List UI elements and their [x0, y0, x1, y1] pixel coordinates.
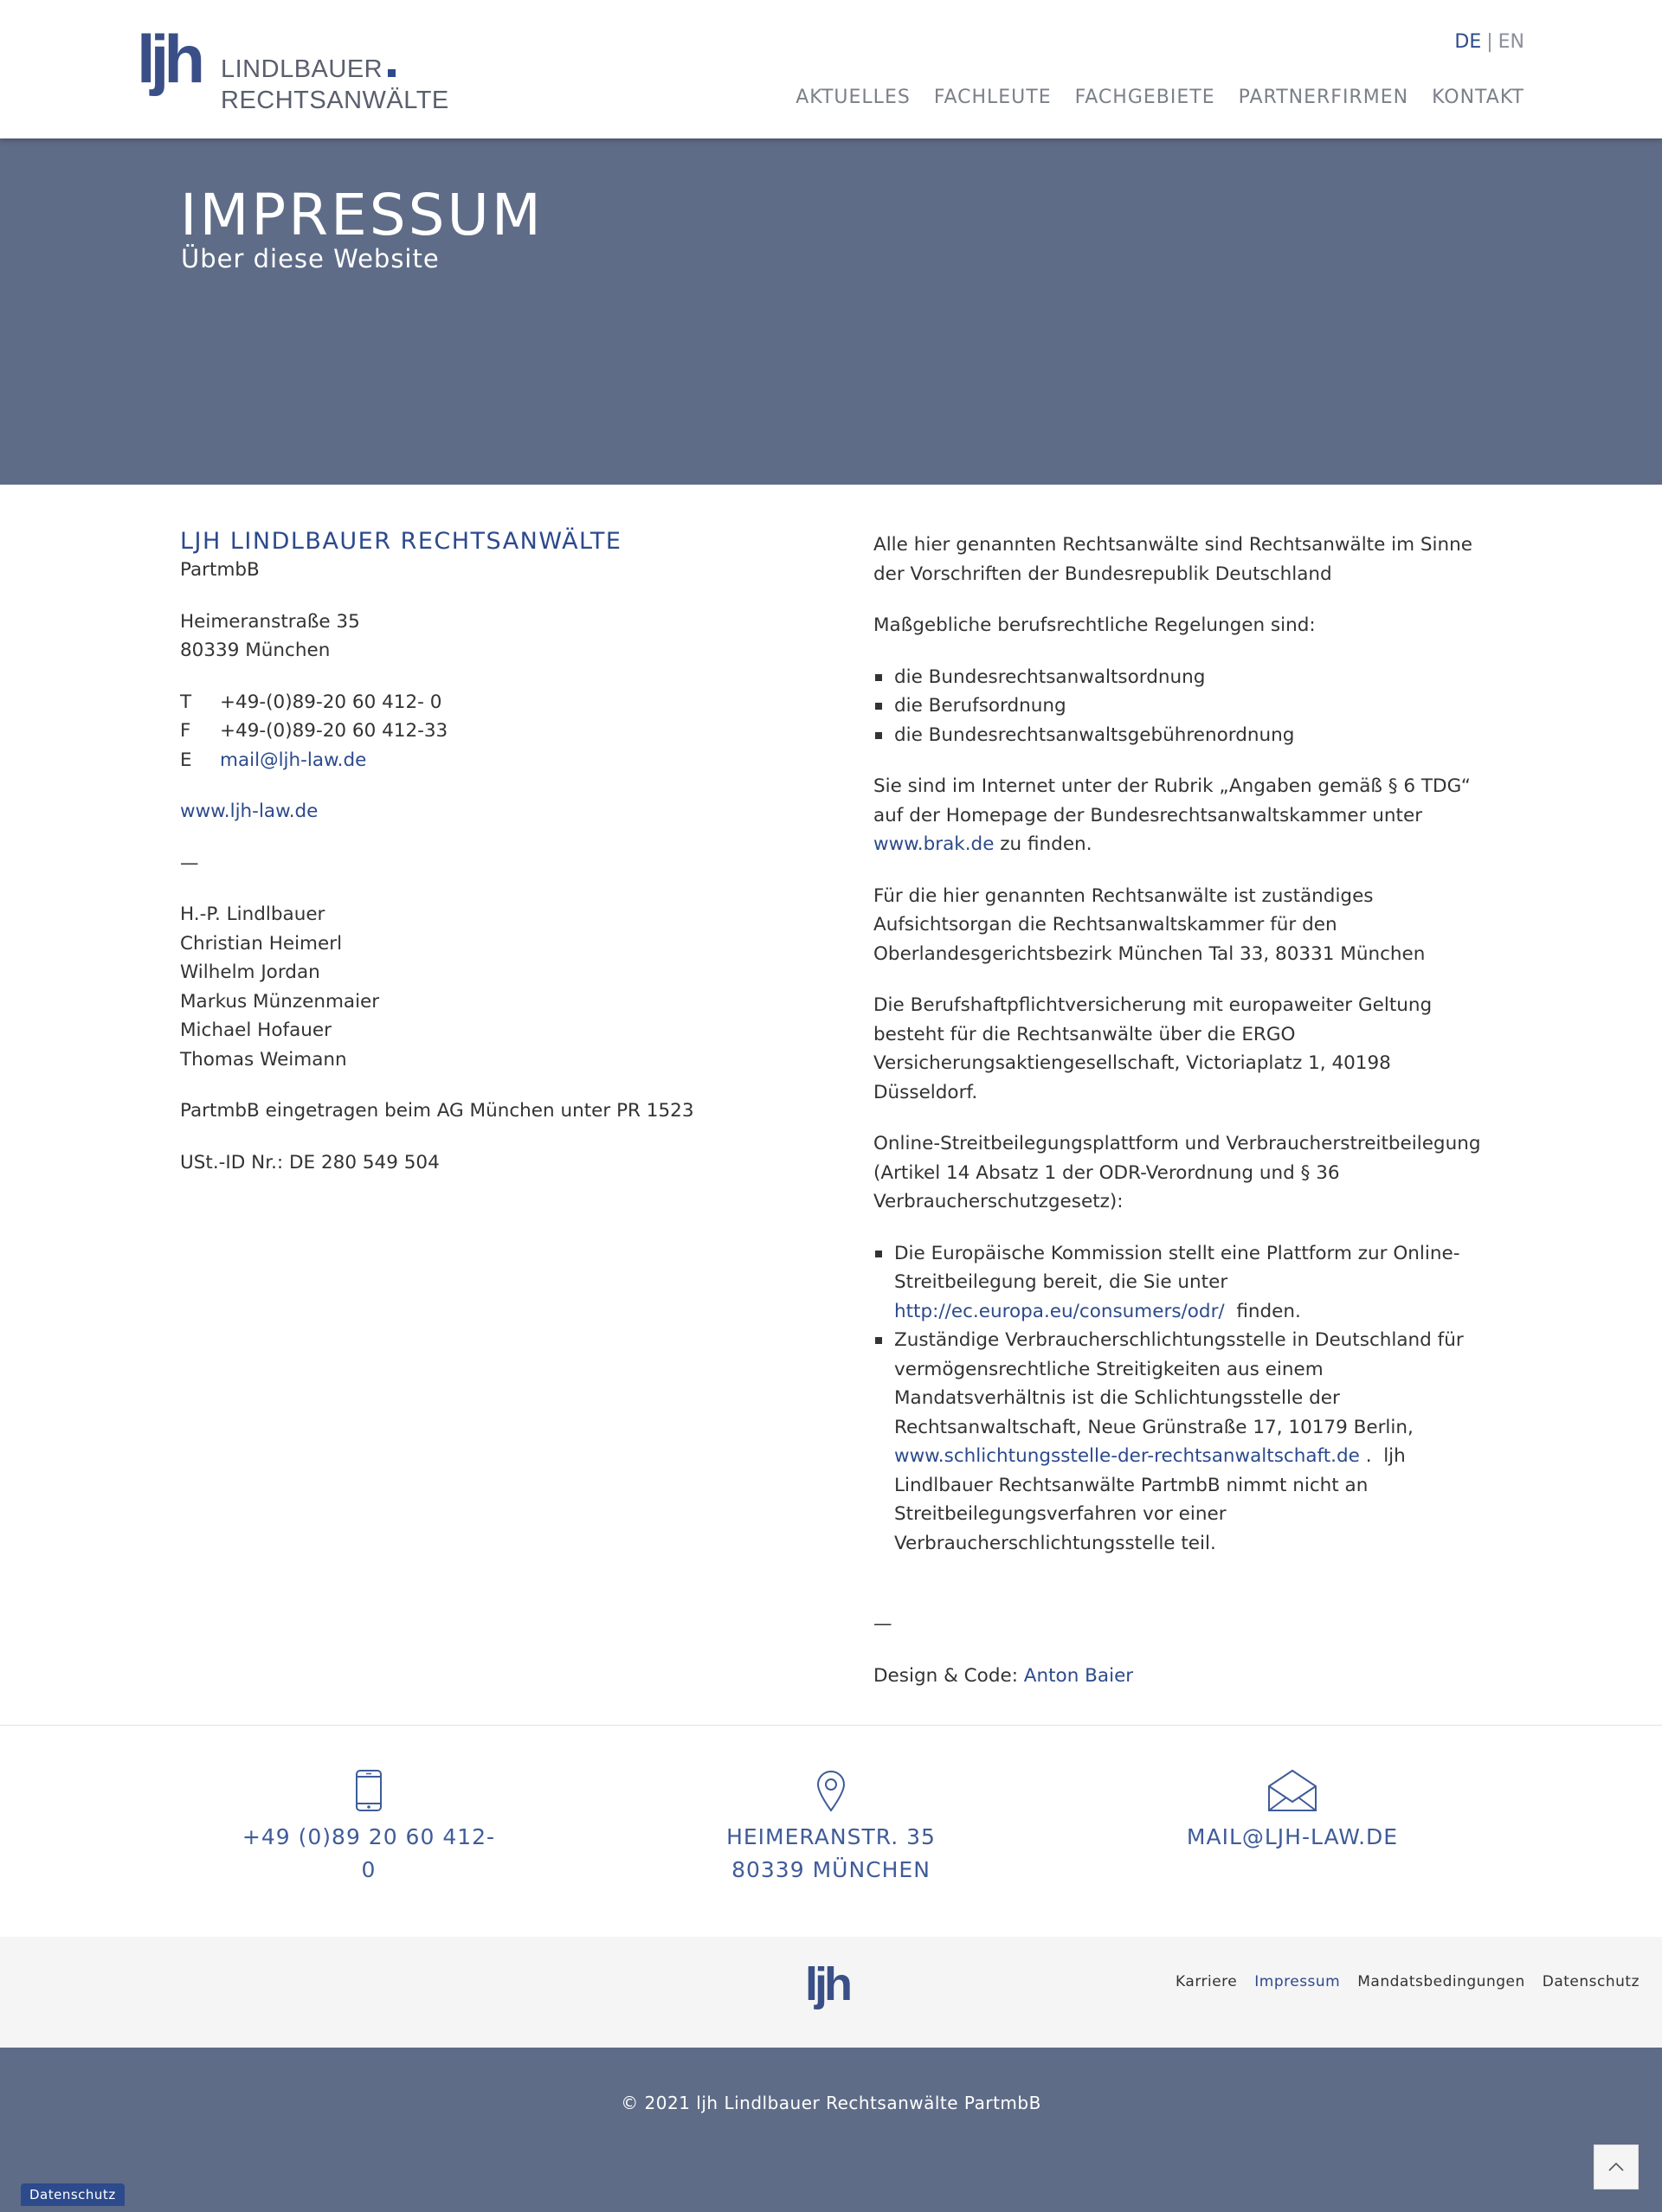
footer-nav [1176, 1973, 1639, 1990]
nav-partnerfirmen[interactable]: PARTNERFIRMEN [1238, 87, 1409, 108]
contact-row-fax [180, 717, 786, 746]
vat-id: USt.-ID Nr.: DE 280 549 504 [180, 1151, 440, 1174]
nav-aktuelles[interactable]: AKTUELLES [796, 87, 911, 108]
footer-copyright-bar [0, 2048, 1662, 2212]
brak-paragraph: Sie sind im Internet unter der Rubrik „Angaben gemäß § 6 TDG“ auf der Homepage der Bundesrechtsanwaltskammer unter www.brak.de zu finden. [873, 775, 1471, 855]
odr-link[interactable]: http://ec.europa.eu/consumers/odr/ [894, 1300, 1225, 1322]
firm-name: LJH LINDLBAUER RECHTSANWÄLTE [180, 528, 622, 555]
lang-de-link[interactable]: DE [1454, 31, 1482, 53]
list-item: Zuständige Verbraucherschlichtungsstelle in Deutschland für vermögensrechtliche Streitigkeiten aus einem Mandatsverhältnis ist die Schlichtungsstelle der Rechtsanwaltschaft, Neue Grünstraße 17, 10179 Berlin, www.schlichtungsstelle-der-rechtsanwaltschaft.de . ljh Lindlbauer Rechtsanwälte PartmbB nimmt nicht an Streitbeilegungsverfahren vor einer Verbraucherschlichtungsstelle teil. [873, 1326, 1484, 1558]
partner-name: Michael Hofauer [180, 1019, 332, 1041]
firm-type: PartmbB [180, 559, 260, 581]
list-item: die Bundesrechtsanwaltsordnung [873, 663, 1484, 692]
lang-separator: | [1486, 31, 1493, 53]
chevron-up-icon [1607, 2162, 1625, 2172]
regulations-list [873, 663, 1484, 750]
design-credit: Design & Code: Anton Baier [873, 1664, 1134, 1687]
contact-address[interactable] [701, 1769, 961, 1887]
phone-icon [355, 1769, 383, 1812]
contact-phone[interactable] [239, 1769, 499, 1887]
footer-logo[interactable]: ljh [805, 1958, 849, 2010]
contact-details [180, 688, 786, 775]
partner-name: Wilhelm Jordan [180, 961, 320, 983]
brak-link[interactable]: www.brak.de [873, 833, 995, 855]
partner-name: H.-P. Lindlbauer [180, 903, 325, 925]
address-street: Heimeranstraße 35 [180, 610, 360, 633]
footer-links-bar [0, 1937, 1662, 2048]
footer-link-datenschutz[interactable]: Datenschutz [1542, 1973, 1639, 1990]
privacy-settings-button[interactable]: Datenschutz [21, 2183, 125, 2206]
site-logo[interactable] [137, 21, 449, 119]
location-pin-icon [815, 1769, 847, 1812]
page-title: IMPRESSUM [180, 182, 544, 248]
schlichtungsstelle-link[interactable]: www.schlichtungsstelle-der-rechtsanwaltschaft.de [894, 1445, 1360, 1467]
page-hero [0, 138, 1662, 485]
phone-value: +49-(0)89-20 60 412- 0 [220, 691, 442, 713]
supervisory-paragraph: Für die hier genannten Rechtsanwälte ist zuständiges Aufsichtsorgan die Rechtsanwaltskammer für den Oberlandesgerichtsbezirk München Tal 33, 80331 München [873, 884, 1426, 965]
scroll-to-top-button[interactable] [1594, 2144, 1639, 2189]
logo-text-line2: RECHTSANWÄLTE [221, 87, 449, 114]
footer-link-impressum[interactable]: Impressum [1254, 1973, 1341, 1990]
main-nav [796, 87, 1524, 108]
odr-list [873, 1239, 1484, 1559]
email-label: E [180, 749, 192, 771]
insurance-paragraph: Die Berufshaftpflichtversicherung mit europaweiter Geltung besteht für die Rechtsanwälte über die ERGO Versicherungsaktiengesellschaft, Victoriaplatz 1, 40198 Düsseldorf. [873, 994, 1433, 1103]
odr-intro: Online-Streitbeilegungsplattform und Verbraucherstreitbeilegung (Artikel 14 Absatz 1 der ODR-Verordnung und § 36 Verbraucherschutzgesetz): [873, 1133, 1481, 1212]
register-info: PartmbB eingetragen beim AG München unter PR 1523 [180, 1100, 694, 1122]
partner-name: Markus Münzenmaier [180, 990, 380, 1013]
contact-email[interactable] [1163, 1769, 1422, 1854]
partner-name: Thomas Weimann [180, 1048, 347, 1071]
list-item: die Berufsordnung [873, 691, 1484, 721]
section-divider [0, 1725, 1662, 1726]
imprint-left-column [180, 528, 786, 1199]
nav-fachgebiete[interactable]: FACHGEBIETE [1074, 87, 1215, 108]
lawyers-statement: Alle hier genannten Rechtsanwälte sind Rechtsanwälte im Sinne der Vorschriften der Bundesrepublik Deutschland [873, 534, 1473, 585]
page-subtitle: Über diese Website [181, 244, 440, 273]
imprint-right-column [873, 530, 1484, 1713]
nav-fachleute[interactable]: FACHLEUTE [933, 87, 1052, 108]
logo-mark: ljh [137, 21, 200, 97]
contact-phone-text: +49 (0)89 20 60 412-0 [242, 1824, 496, 1882]
copyright-text: © 2021 ljh Lindlbauer Rechtsanwälte PartmbB [621, 2093, 1041, 2113]
footer-link-karriere[interactable]: Karriere [1176, 1973, 1238, 1990]
logo-text-line1: LINDLBAUER [221, 55, 396, 84]
address-city: 80339 München [180, 640, 331, 661]
partner-list [180, 900, 786, 1074]
fax-label: F [180, 720, 191, 742]
email-link[interactable]: mail@ljh-law.de [220, 749, 367, 771]
phone-label: T [180, 691, 192, 713]
list-item: Die Europäische Kommission stellt eine Plattform zur Online-Streitbeilegung bereit, die Sie unter http://ec.europa.eu/consumers/odr/ finden. [873, 1239, 1484, 1327]
list-item: die Bundesrechtsanwaltsgebührenordnung [873, 721, 1484, 750]
logo-dot [388, 69, 396, 77]
language-switcher [1454, 31, 1524, 53]
envelope-icon [1267, 1769, 1317, 1812]
section-dash: — [180, 852, 199, 874]
site-header [0, 0, 1662, 138]
website-link[interactable]: www.ljh-law.de [180, 801, 319, 822]
firm-address [180, 608, 786, 666]
contact-address-line2: 80339 MÜNCHEN [731, 1857, 931, 1882]
fax-value: +49-(0)89-20 60 412-33 [220, 720, 448, 742]
designer-link[interactable]: Anton Baier [1023, 1664, 1134, 1687]
nav-kontakt[interactable]: KONTAKT [1432, 87, 1524, 108]
contact-row-email [180, 746, 786, 775]
section-dash: — [873, 1613, 892, 1635]
lang-en-link[interactable]: EN [1498, 31, 1524, 53]
regulations-intro: Maßgebliche berufsrechtliche Regelungen sind: [873, 614, 1316, 636]
partner-name: Christian Heimerl [180, 932, 343, 955]
footer-link-mandatsbedingungen[interactable]: Mandatsbedingungen [1357, 1973, 1525, 1990]
contact-row-phone [180, 688, 786, 717]
contact-email-text: MAIL@LJH-LAW.DE [1186, 1824, 1399, 1849]
contact-address-line1: HEIMERANSTR. 35 [726, 1824, 936, 1849]
